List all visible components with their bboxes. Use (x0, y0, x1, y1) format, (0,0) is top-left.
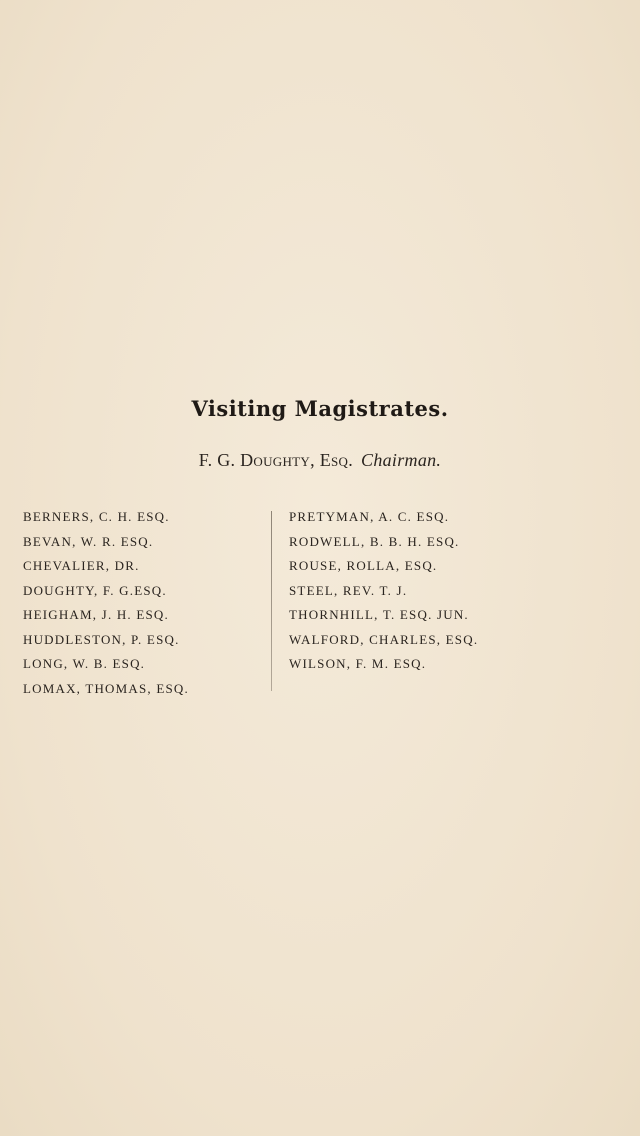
list-item: ROUSE, ROLLA, ESQ. (289, 558, 438, 573)
list-item: DOUGHTY, F. G.ESQ. (23, 582, 167, 598)
list-item: HEIGHAM, J. H. ESQ. (23, 607, 169, 622)
list-item: LOMAX, THOMAS, ESQ. (23, 680, 189, 696)
chairman-name: F. G. Doughty, Esq. (198, 450, 354, 470)
list-item: THORNHILL, T. ESQ. JUN. (289, 607, 469, 622)
page-heading: Visiting Magistrates. (191, 396, 449, 421)
list-item: WILSON, F. M. ESQ. (289, 656, 427, 671)
list-item: BERNERS, C. H. ESQ. (23, 509, 170, 524)
list-item: CHEVALIER, DR. (23, 558, 140, 573)
chairman-role: Chairman. (361, 450, 442, 470)
list-item: STEEL, REV. T. J. (289, 582, 408, 598)
list-item: LONG, W. B. ESQ. (23, 656, 146, 671)
right-column-list (289, 505, 478, 677)
left-column-list (23, 505, 189, 701)
list-item: HUDDLESTON, P. ESQ. (23, 631, 180, 647)
list-item: RODWELL, B. B. H. ESQ. (289, 533, 460, 549)
chairman-line (0, 450, 640, 471)
column-divider (271, 511, 272, 691)
list-item: PRETYMAN, A. C. ESQ. (289, 509, 450, 524)
list-item: BEVAN, W. R. ESQ. (23, 533, 154, 549)
list-item: WALFORD, CHARLES, ESQ. (289, 631, 479, 647)
